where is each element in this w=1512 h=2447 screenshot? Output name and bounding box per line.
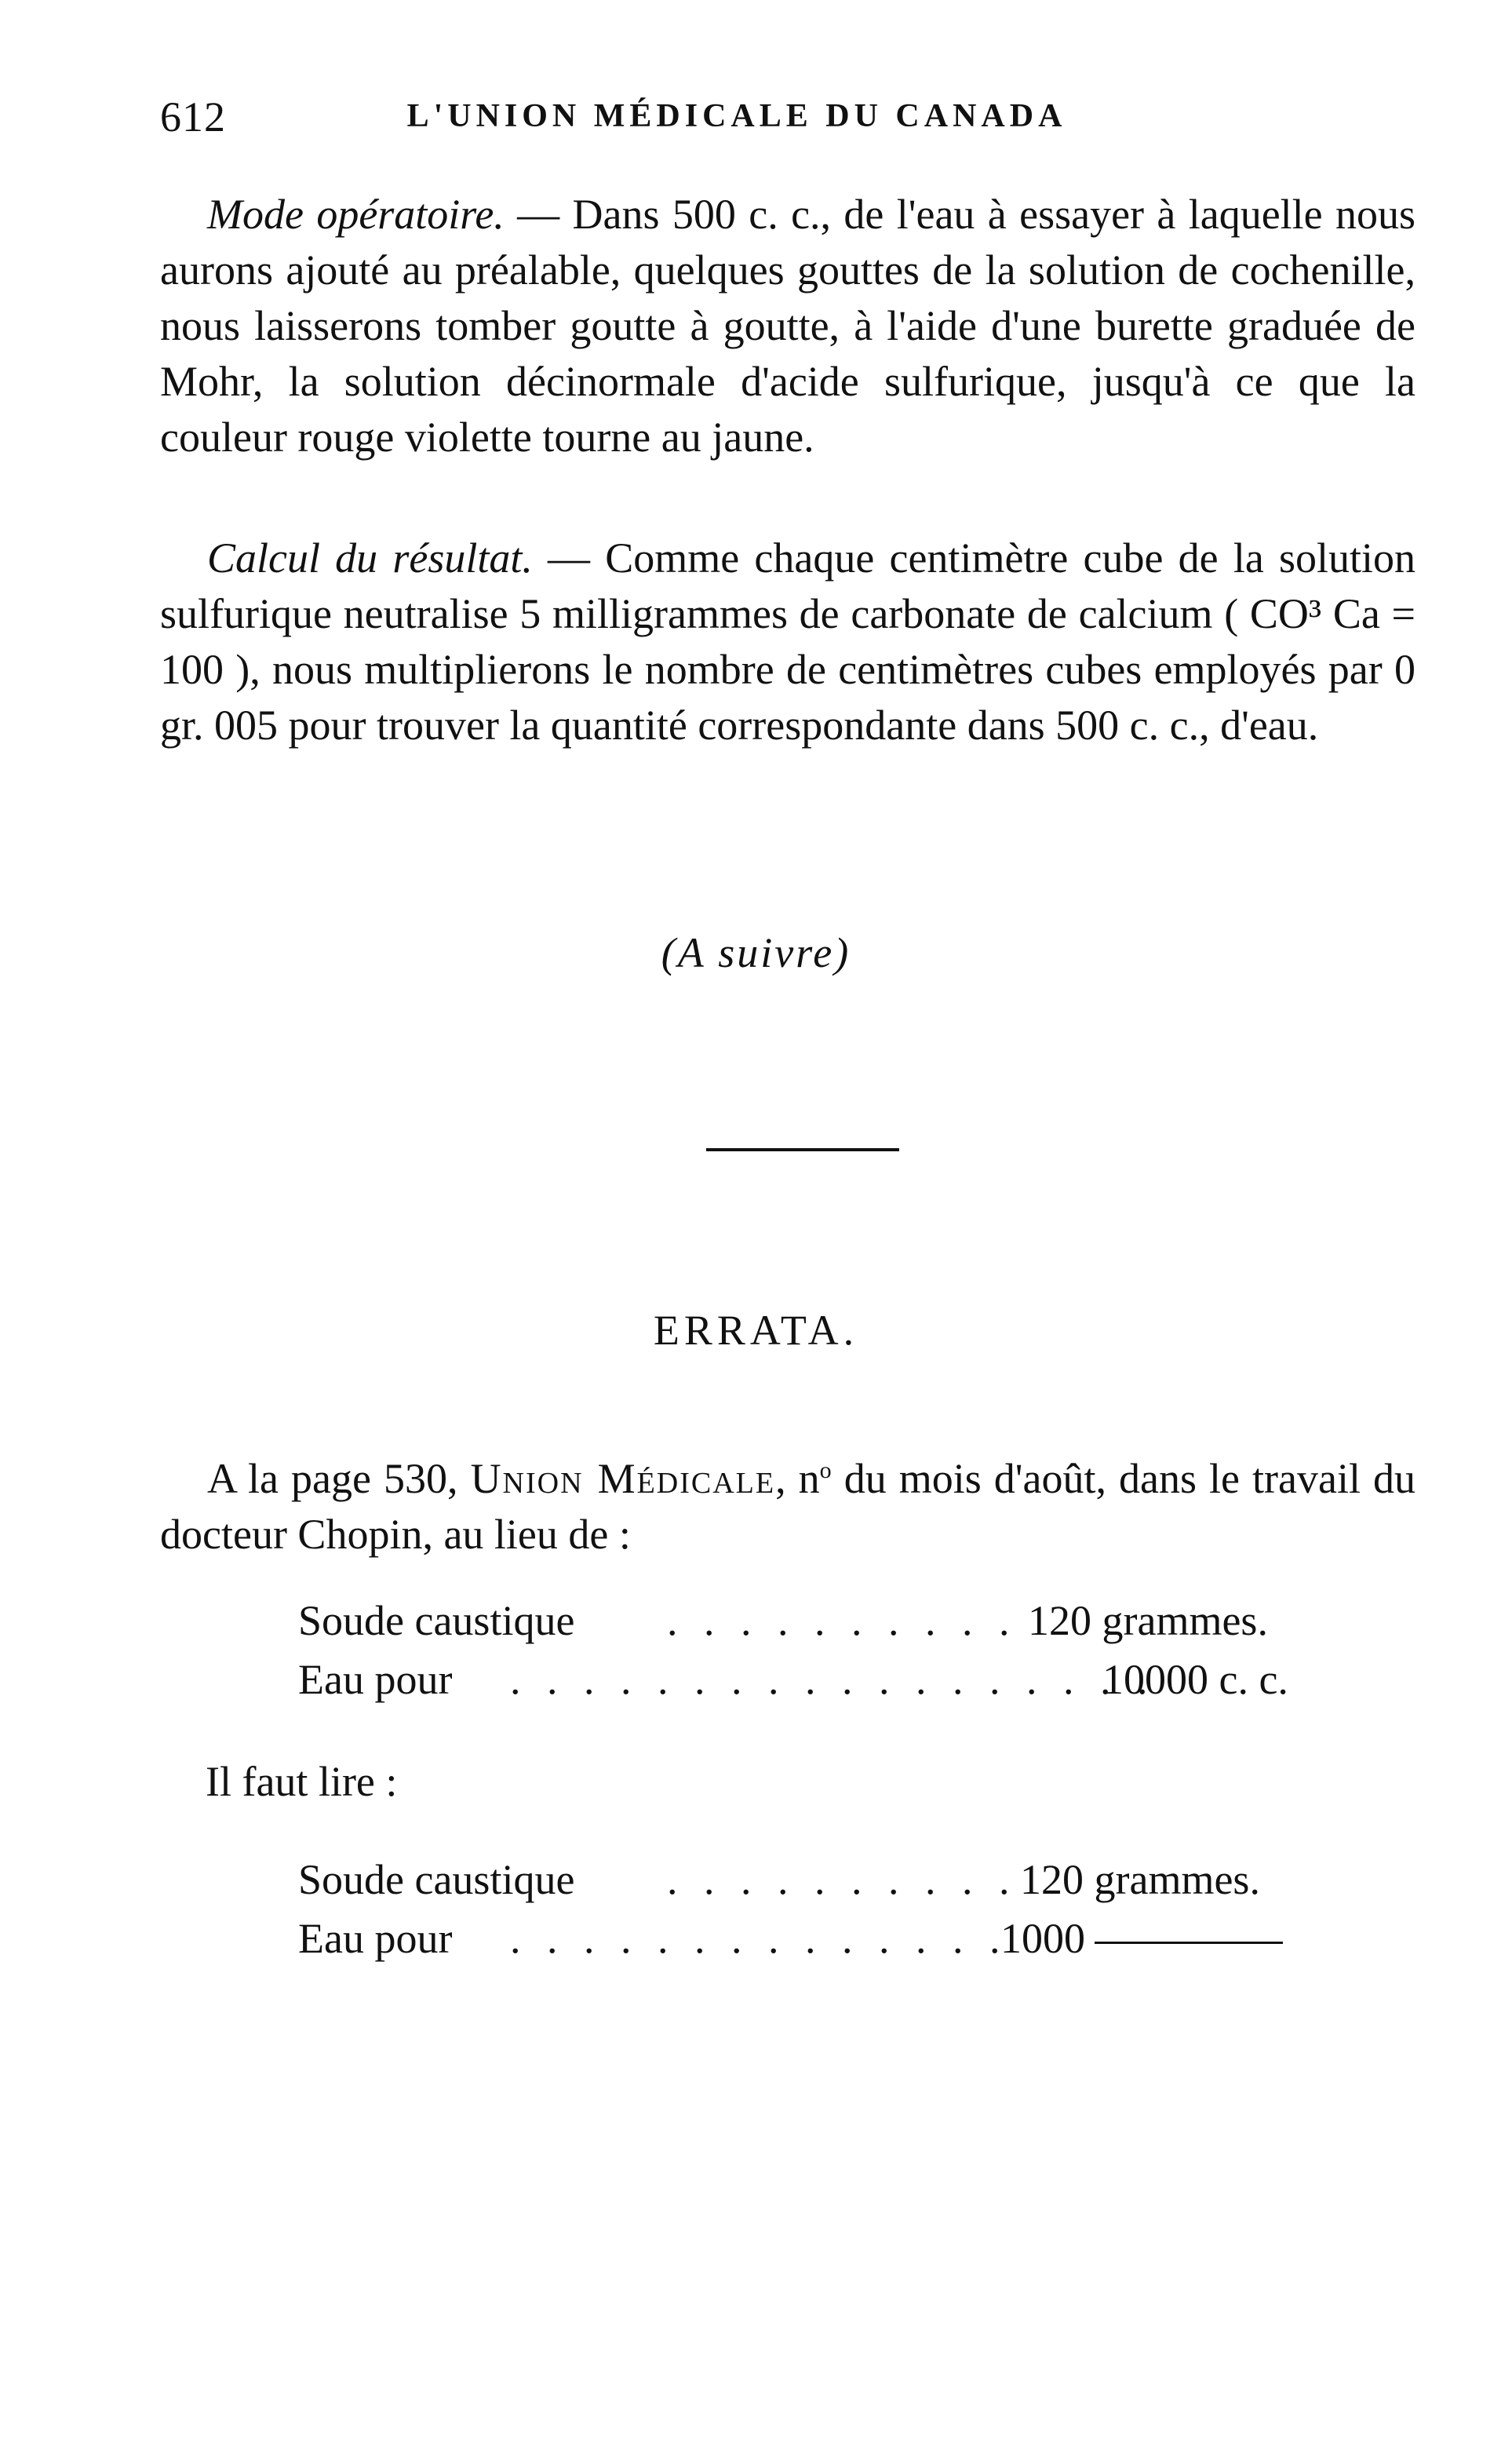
leader-dots: . . . . . . . . . . — [667, 1856, 1018, 1903]
row-label: Eau pour — [298, 1915, 453, 1962]
journal-name: Union Médicale — [470, 1455, 776, 1502]
paragraph-text: — Dans 500 c. c., de l'eau à essayer à laquelle nous aurons ajouté au préalable, quelques gouttes de la solution de cochenille, nous laisserons tomber goutte à goutte, à l'aide d'une burette graduée de Mohr, la solution décinormale d'acide sulfurique, jusqu'à ce que la couleur rouge violette tourne au jaune. — [160, 191, 1416, 461]
paragraph-text: — Comme chaque centimètre cube de la solution sulfurique neutralise 5 milligrammes de carbonate de calcium ( CO³ Ca = 100 ), nous multiplierons le nombre de centimètres cubes employés par 0 gr. 005 pour trouver la quantité correspondante dans 500 c. c., d'eau. — [160, 534, 1415, 749]
errata-wrong-row — [298, 1652, 1310, 1708]
row-value: 10000 c. c. — [1102, 1656, 1288, 1703]
section-divider — [706, 1148, 899, 1151]
page-number: 612 — [160, 93, 226, 140]
row-label: Eau pour — [298, 1656, 453, 1703]
runin-heading: Calcul du résultat. — [207, 534, 533, 582]
paragraph-calcul-resultat — [160, 531, 1415, 753]
errata-correct-row — [298, 1911, 1310, 1967]
row-value: 1000 — [1000, 1915, 1085, 1962]
row-value: 120 grammes. — [1020, 1856, 1260, 1903]
row-label: Soude caustique — [298, 1856, 575, 1903]
errata-heading: ERRATA. — [653, 1307, 859, 1354]
correction-label: Il faut lire : — [206, 1758, 398, 1805]
ditto-dash — [1095, 1942, 1283, 1944]
errata-wrong-row — [298, 1593, 1310, 1649]
leader-dots: . . . . . . . . . . . . . . . . . . — [510, 1656, 1156, 1703]
errata-intro: A la page 530, Union Médicale, $n^o$ du mois d'août, dans le travail du docteur Chopin, au lieu de : — [160, 1455, 1416, 1558]
row-value: 120 grammes. — [1028, 1597, 1268, 1644]
to-be-continued: (A suivre) — [661, 929, 851, 976]
leader-dots: . . . . . . . . . . . . . . — [510, 1915, 1008, 1962]
running-head: L'UNION MÉDICALE DU CANADA — [406, 98, 1067, 134]
errata-correct-row — [298, 1852, 1310, 1908]
row-label: Soude caustique — [298, 1597, 575, 1644]
leader-dots: . . . . . . . . . . — [667, 1597, 1018, 1644]
paragraph-mode-operatoire — [160, 187, 1415, 465]
runin-heading: Mode opératoire. — [207, 191, 505, 238]
page-header — [160, 93, 1313, 155]
